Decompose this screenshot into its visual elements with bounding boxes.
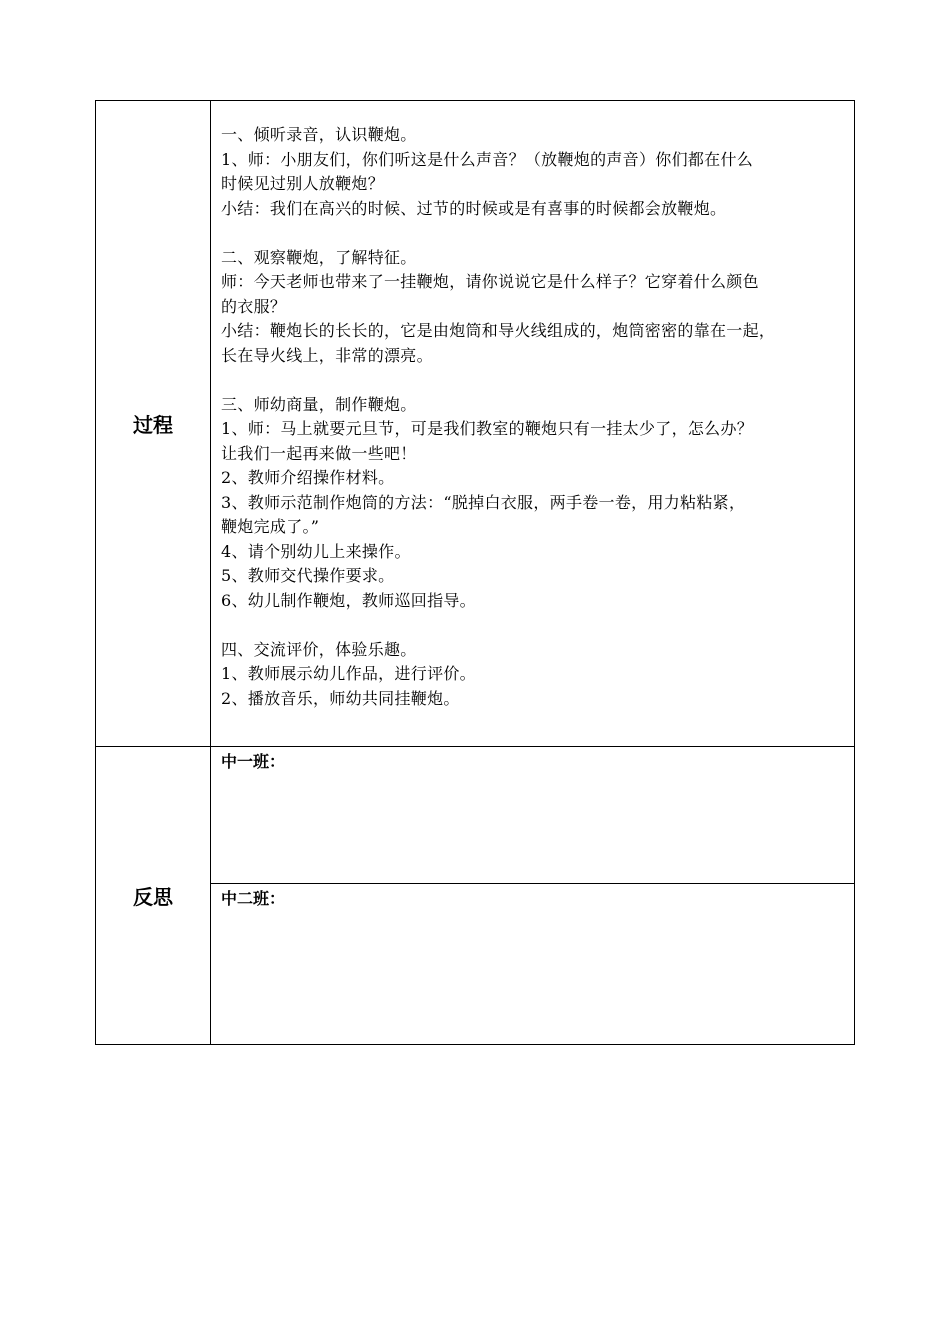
reflection-label: 反思 xyxy=(96,747,211,1045)
process-line: 四、交流评价，体验乐趣。 xyxy=(221,639,417,659)
reflection-row-class1 xyxy=(96,747,855,884)
process-line: 一、倾听录音，认识鞭炮。 xyxy=(221,125,417,144)
process-line: 小结：鞭炮长的长长的，它是由炮筒和导火线组成的，炮筒密密的靠在一起， xyxy=(221,321,776,340)
process-line: 2、播放音乐，师幼共同挂鞭炮。 xyxy=(221,688,460,708)
process-line: 师：今天老师也带来了一挂鞭炮，请你说说它是什么样子？它穿着什么颜色 xyxy=(221,272,759,291)
lesson-plan-table xyxy=(95,100,855,1045)
reflection-class1-cell xyxy=(211,747,855,884)
process-content xyxy=(211,101,855,747)
process-line-blank xyxy=(221,613,844,638)
process-line: 3、教师示范制作炮筒的方法：“脱掉白衣服，两手卷一卷，用力粘粘紧， xyxy=(221,492,746,512)
process-line: 6、幼儿制作鞭炮，教师巡回指导。 xyxy=(221,590,476,610)
process-line: 4、请个别幼儿上来操作。 xyxy=(221,541,411,561)
reflection-class2-cell xyxy=(211,884,855,1045)
process-line: 的衣服？ xyxy=(221,296,287,316)
process-line: 2、教师介绍操作材料。 xyxy=(221,468,395,487)
process-label: 过程 xyxy=(96,101,211,747)
process-line: 小结：我们在高兴的时候、过节的时候或是有喜事的时候都会放鞭炮。 xyxy=(221,198,727,218)
process-line: 二、观察鞭炮，了解特征。 xyxy=(221,247,417,267)
class1-label: 中一班： xyxy=(221,752,286,771)
process-line-blank xyxy=(221,368,844,393)
process-line: 鞭炮完成了。” xyxy=(221,517,320,536)
process-row xyxy=(96,101,855,747)
process-line: 让我们一起再来做一些吧！ xyxy=(221,443,417,463)
process-line: 时候见过别人放鞭炮？ xyxy=(221,174,385,193)
process-line: 1、教师展示幼儿作品，进行评价。 xyxy=(221,664,476,683)
process-line: 5、教师交代操作要求。 xyxy=(221,566,395,585)
process-line-blank xyxy=(221,221,844,246)
process-line: 长在导火线上，非常的漂亮。 xyxy=(221,345,433,365)
process-line: 三、师幼商量，制作鞭炮。 xyxy=(221,394,417,414)
process-line: 1、师：小朋友们，你们听这是什么声音？（放鞭炮的声音）你们都在什么 xyxy=(221,149,754,169)
process-line: 1、师：马上就要元旦节，可是我们教室的鞭炮只有一挂太少了，怎么办？ xyxy=(221,419,754,438)
class2-label: 中二班： xyxy=(221,889,286,908)
